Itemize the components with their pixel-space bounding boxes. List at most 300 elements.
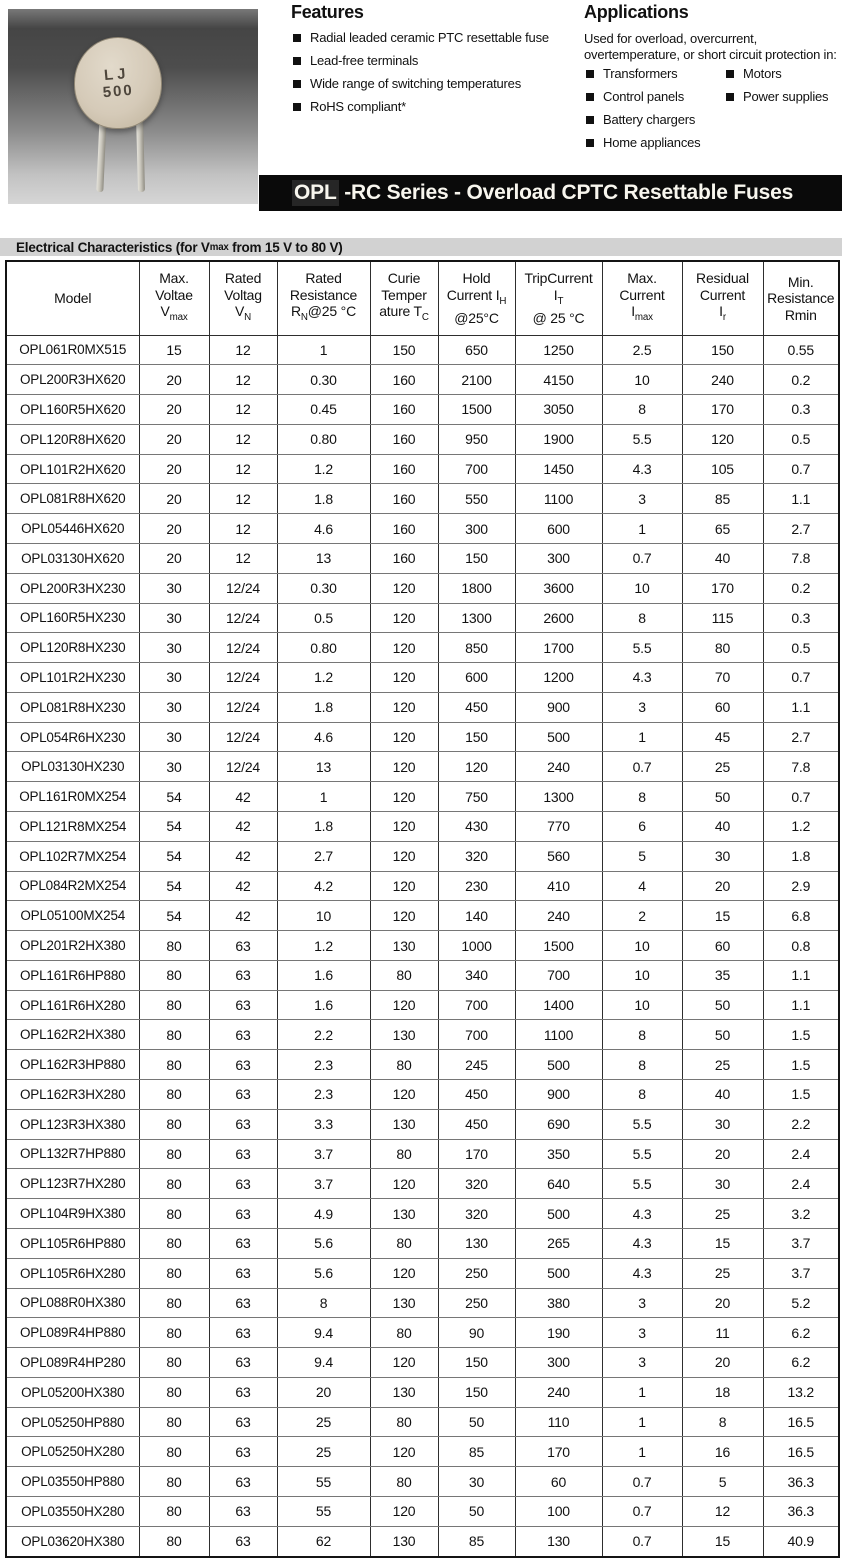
value-cell: 1400 xyxy=(515,990,602,1020)
value-cell: 120 xyxy=(370,871,438,901)
value-cell: 80 xyxy=(370,1318,438,1348)
table-row xyxy=(6,454,839,484)
bullet-text: Lead-free terminals xyxy=(310,53,419,68)
value-cell: 1300 xyxy=(515,782,602,812)
table-row xyxy=(6,692,839,722)
value-cell: 50 xyxy=(682,782,763,812)
value-cell: 0.7 xyxy=(602,752,682,782)
value-cell: 120 xyxy=(370,901,438,931)
value-cell: 0.3 xyxy=(763,395,839,425)
value-cell: 1.8 xyxy=(277,484,370,514)
value-cell: 640 xyxy=(515,1169,602,1199)
value-cell: 20 xyxy=(277,1377,370,1407)
model-cell: OPL160R5HX620 xyxy=(6,395,139,425)
value-cell: 3050 xyxy=(515,395,602,425)
value-cell: 770 xyxy=(515,812,602,842)
value-cell: 9.4 xyxy=(277,1348,370,1378)
value-cell: 0.2 xyxy=(763,365,839,395)
value-cell: 20 xyxy=(139,395,209,425)
model-cell: OPL081R8HX230 xyxy=(6,692,139,722)
value-cell: 1.2 xyxy=(763,812,839,842)
value-cell: 10 xyxy=(602,960,682,990)
value-cell: 130 xyxy=(370,1109,438,1139)
value-cell: 80 xyxy=(139,1080,209,1110)
value-cell: 130 xyxy=(370,1288,438,1318)
value-cell: 12/24 xyxy=(209,573,277,603)
value-cell: 120 xyxy=(370,1169,438,1199)
value-cell: 2.7 xyxy=(277,841,370,871)
column-header: Hold Current $I_H$ @25°C xyxy=(438,261,515,335)
model-cell: OPL05100MX254 xyxy=(6,901,139,931)
value-cell: 1.8 xyxy=(763,841,839,871)
value-cell: 80 xyxy=(139,1526,209,1557)
value-cell: 11 xyxy=(682,1318,763,1348)
bullet-item xyxy=(291,54,576,68)
value-cell: 160 xyxy=(370,454,438,484)
value-cell: 63 xyxy=(209,1050,277,1080)
value-cell: 35 xyxy=(682,960,763,990)
features-list xyxy=(291,31,576,114)
value-cell: 950 xyxy=(438,424,515,454)
section-header-bar xyxy=(0,238,842,256)
model-cell: OPL162R3HP880 xyxy=(6,1050,139,1080)
value-cell: 80 xyxy=(370,960,438,990)
table-row xyxy=(6,1526,839,1557)
value-cell: 240 xyxy=(515,1377,602,1407)
column-header: Rated Resistance $R_N@25$ °C xyxy=(277,261,370,335)
value-cell: 80 xyxy=(139,1169,209,1199)
value-cell: 4.3 xyxy=(602,1199,682,1229)
value-cell: 250 xyxy=(438,1288,515,1318)
value-cell: 150 xyxy=(438,543,515,573)
value-cell: 320 xyxy=(438,1199,515,1229)
bullet-text: Motors xyxy=(743,66,782,81)
table-row xyxy=(6,812,839,842)
value-cell: 190 xyxy=(515,1318,602,1348)
value-cell: 1.1 xyxy=(763,484,839,514)
value-cell: 80 xyxy=(139,990,209,1020)
value-cell: 1450 xyxy=(515,454,602,484)
value-cell: 63 xyxy=(209,1437,277,1467)
model-cell: OPL162R3HX280 xyxy=(6,1080,139,1110)
value-cell: 16 xyxy=(682,1437,763,1467)
value-cell: 0.7 xyxy=(602,1526,682,1557)
value-cell: 450 xyxy=(438,692,515,722)
value-cell: 8 xyxy=(682,1407,763,1437)
value-cell: 320 xyxy=(438,841,515,871)
value-cell: 25 xyxy=(682,1199,763,1229)
model-cell: OPL121R8MX254 xyxy=(6,812,139,842)
value-cell: 2.7 xyxy=(763,722,839,752)
value-cell: 62 xyxy=(277,1526,370,1557)
value-cell: 8 xyxy=(602,1020,682,1050)
model-cell: OPL160R5HX230 xyxy=(6,603,139,633)
value-cell: 0.7 xyxy=(602,1467,682,1497)
value-cell: 4150 xyxy=(515,365,602,395)
model-cell: OPL05250HX280 xyxy=(6,1437,139,1467)
value-cell: 13.2 xyxy=(763,1377,839,1407)
value-cell: 40 xyxy=(682,812,763,842)
value-cell: 5.5 xyxy=(602,633,682,663)
value-cell: 3.7 xyxy=(277,1139,370,1169)
value-cell: 500 xyxy=(515,722,602,752)
value-cell: 1.5 xyxy=(763,1080,839,1110)
value-cell: 50 xyxy=(438,1496,515,1526)
value-cell: 1900 xyxy=(515,424,602,454)
value-cell: 750 xyxy=(438,782,515,812)
table-row xyxy=(6,871,839,901)
value-cell: 65 xyxy=(682,514,763,544)
bullet-square-icon xyxy=(293,80,301,88)
table-row xyxy=(6,931,839,961)
column-header: Max. Voltae $V_{max}$ xyxy=(139,261,209,335)
value-cell: 80 xyxy=(139,1139,209,1169)
value-cell: 85 xyxy=(438,1526,515,1557)
value-cell: 20 xyxy=(139,454,209,484)
model-cell: OPL161R6HP880 xyxy=(6,960,139,990)
value-cell: 350 xyxy=(515,1139,602,1169)
value-cell: 700 xyxy=(438,1020,515,1050)
bullet-square-icon xyxy=(293,57,301,65)
value-cell: 120 xyxy=(370,782,438,812)
bullet-square-icon xyxy=(293,34,301,42)
bullet-text: RoHS compliant* xyxy=(310,99,406,114)
table-row xyxy=(6,395,839,425)
value-cell: 170 xyxy=(438,1139,515,1169)
value-cell: 160 xyxy=(370,514,438,544)
value-cell: 0.80 xyxy=(277,633,370,663)
value-cell: 0.2 xyxy=(763,573,839,603)
value-cell: 410 xyxy=(515,871,602,901)
bullet-text: Home appliances xyxy=(603,135,701,150)
value-cell: 250 xyxy=(438,1258,515,1288)
value-cell: 1800 xyxy=(438,573,515,603)
value-cell: 5.6 xyxy=(277,1228,370,1258)
value-cell: 80 xyxy=(139,1377,209,1407)
value-cell: 2.5 xyxy=(602,335,682,365)
model-cell: OPL03620HX380 xyxy=(6,1526,139,1557)
value-cell: 2.2 xyxy=(763,1109,839,1139)
table-row xyxy=(6,484,839,514)
value-cell: 80 xyxy=(370,1050,438,1080)
value-cell: 63 xyxy=(209,1467,277,1497)
model-cell: OPL03130HX620 xyxy=(6,543,139,573)
bullet-item xyxy=(584,113,724,127)
value-cell: 3 xyxy=(602,484,682,514)
value-cell: 42 xyxy=(209,782,277,812)
model-cell: OPL081R8HX620 xyxy=(6,484,139,514)
features-title: Features xyxy=(291,2,364,22)
value-cell: 3 xyxy=(602,692,682,722)
value-cell: 4.6 xyxy=(277,514,370,544)
value-cell: 300 xyxy=(438,514,515,544)
value-cell: 10 xyxy=(602,573,682,603)
value-cell: 16.5 xyxy=(763,1407,839,1437)
model-cell: OPL120R8HX620 xyxy=(6,424,139,454)
column-header: TripCurrent $I_T$ @ 25 °C xyxy=(515,261,602,335)
value-cell: 4.6 xyxy=(277,722,370,752)
value-cell: 120 xyxy=(370,812,438,842)
value-cell: 160 xyxy=(370,424,438,454)
value-cell: 0.5 xyxy=(277,603,370,633)
value-cell: 54 xyxy=(139,871,209,901)
value-cell: 25 xyxy=(277,1437,370,1467)
value-cell: 1500 xyxy=(438,395,515,425)
applications-intro xyxy=(584,31,842,63)
value-cell: 55 xyxy=(277,1496,370,1526)
bullet-item xyxy=(584,90,724,104)
value-cell: 12 xyxy=(209,484,277,514)
value-cell: 63 xyxy=(209,1258,277,1288)
value-cell: 0.5 xyxy=(763,424,839,454)
value-cell: 30 xyxy=(438,1467,515,1497)
value-cell: 120 xyxy=(682,424,763,454)
value-cell: 0.7 xyxy=(602,543,682,573)
model-cell: OPL105R6HP880 xyxy=(6,1228,139,1258)
table-row xyxy=(6,1169,839,1199)
model-cell: OPL05200HX380 xyxy=(6,1377,139,1407)
table-row xyxy=(6,1020,839,1050)
value-cell: 700 xyxy=(438,454,515,484)
value-cell: 5.5 xyxy=(602,1139,682,1169)
value-cell: 30 xyxy=(682,841,763,871)
value-cell: 2600 xyxy=(515,603,602,633)
table-row xyxy=(6,1407,839,1437)
model-cell: OPL088R0HX380 xyxy=(6,1288,139,1318)
value-cell: 120 xyxy=(370,1080,438,1110)
value-cell: 30 xyxy=(682,1169,763,1199)
value-cell: 63 xyxy=(209,1228,277,1258)
value-cell: 12/24 xyxy=(209,692,277,722)
value-cell: 12 xyxy=(682,1496,763,1526)
value-cell: 63 xyxy=(209,1080,277,1110)
value-cell: 40 xyxy=(682,543,763,573)
value-cell: 1 xyxy=(602,1407,682,1437)
value-cell: 63 xyxy=(209,1199,277,1229)
table-row xyxy=(6,901,839,931)
value-cell: 80 xyxy=(370,1407,438,1437)
value-cell: 1.5 xyxy=(763,1020,839,1050)
table-row xyxy=(6,990,839,1020)
value-cell: 1 xyxy=(277,335,370,365)
value-cell: 150 xyxy=(438,722,515,752)
value-cell: 13 xyxy=(277,543,370,573)
value-cell: 500 xyxy=(515,1258,602,1288)
value-cell: 20 xyxy=(682,1348,763,1378)
value-cell: 110 xyxy=(515,1407,602,1437)
value-cell: 80 xyxy=(139,1407,209,1437)
table-row xyxy=(6,514,839,544)
value-cell: 1700 xyxy=(515,633,602,663)
bullet-item xyxy=(291,31,576,45)
value-cell: 0.80 xyxy=(277,424,370,454)
applications-intro-line1: Used for overload, overcurrent, xyxy=(584,31,757,46)
table-row xyxy=(6,603,839,633)
bullet-item xyxy=(584,67,724,81)
value-cell: 54 xyxy=(139,782,209,812)
bullet-text: Wide range of switching temperatures xyxy=(310,76,522,91)
model-cell: OPL200R3HX230 xyxy=(6,573,139,603)
value-cell: 2100 xyxy=(438,365,515,395)
value-cell: 40.9 xyxy=(763,1526,839,1557)
value-cell: 80 xyxy=(139,960,209,990)
value-cell: 12/24 xyxy=(209,603,277,633)
column-header: Residual Current $I_r$ xyxy=(682,261,763,335)
value-cell: 2.9 xyxy=(763,871,839,901)
applications-title: Applications xyxy=(584,2,689,22)
value-cell: 380 xyxy=(515,1288,602,1318)
value-cell: 20 xyxy=(139,514,209,544)
value-cell: 1.6 xyxy=(277,960,370,990)
value-cell: 20 xyxy=(139,365,209,395)
section-header-post: from 15 V to 80 V) xyxy=(228,239,343,255)
value-cell: 1.2 xyxy=(277,931,370,961)
model-cell: OPL084R2MX254 xyxy=(6,871,139,901)
value-cell: 10 xyxy=(277,901,370,931)
value-cell: 120 xyxy=(370,1258,438,1288)
table-head xyxy=(6,261,839,335)
value-cell: 63 xyxy=(209,1377,277,1407)
value-cell: 80 xyxy=(139,1020,209,1050)
value-cell: 240 xyxy=(515,752,602,782)
value-cell: 20 xyxy=(139,424,209,454)
value-cell: 0.8 xyxy=(763,931,839,961)
value-cell: 80 xyxy=(139,1288,209,1318)
model-cell: OPL05250HP880 xyxy=(6,1407,139,1437)
section-header-pre: Electrical Characteristics (for V xyxy=(16,239,210,255)
value-cell: 1300 xyxy=(438,603,515,633)
value-cell: 130 xyxy=(370,931,438,961)
value-cell: 8 xyxy=(602,1050,682,1080)
applications-columns xyxy=(584,67,842,159)
value-cell: 1.1 xyxy=(763,692,839,722)
value-cell: 850 xyxy=(438,633,515,663)
series-banner xyxy=(259,175,842,211)
value-cell: 80 xyxy=(139,931,209,961)
value-cell: 560 xyxy=(515,841,602,871)
value-cell: 120 xyxy=(438,752,515,782)
value-cell: 1250 xyxy=(515,335,602,365)
value-cell: 20 xyxy=(682,1288,763,1318)
value-cell: 450 xyxy=(438,1109,515,1139)
value-cell: 5.5 xyxy=(602,424,682,454)
value-cell: 63 xyxy=(209,990,277,1020)
value-cell: 50 xyxy=(438,1407,515,1437)
value-cell: 0.7 xyxy=(763,454,839,484)
value-cell: 63 xyxy=(209,1109,277,1139)
value-cell: 4.3 xyxy=(602,1228,682,1258)
model-cell: OPL089R4HP880 xyxy=(6,1318,139,1348)
value-cell: 30 xyxy=(139,722,209,752)
value-cell: 900 xyxy=(515,1080,602,1110)
value-cell: 15 xyxy=(682,1228,763,1258)
value-cell: 600 xyxy=(438,663,515,693)
value-cell: 0.45 xyxy=(277,395,370,425)
value-cell: 120 xyxy=(370,692,438,722)
value-cell: 690 xyxy=(515,1109,602,1139)
value-cell: 160 xyxy=(370,365,438,395)
table-row xyxy=(6,424,839,454)
value-cell: 1100 xyxy=(515,1020,602,1050)
table-body xyxy=(6,335,839,1557)
value-cell: 340 xyxy=(438,960,515,990)
value-cell: 12 xyxy=(209,335,277,365)
value-cell: 30 xyxy=(139,663,209,693)
bullet-text: Control panels xyxy=(603,89,685,104)
value-cell: 4.3 xyxy=(602,1258,682,1288)
value-cell: 4.2 xyxy=(277,871,370,901)
value-cell: 5.6 xyxy=(277,1258,370,1288)
value-cell: 7.8 xyxy=(763,543,839,573)
value-cell: 3.3 xyxy=(277,1109,370,1139)
value-cell: 30 xyxy=(139,573,209,603)
value-cell: 12 xyxy=(209,543,277,573)
table-row xyxy=(6,1109,839,1139)
features-section xyxy=(291,2,576,123)
value-cell: 1.8 xyxy=(277,812,370,842)
value-cell: 130 xyxy=(515,1526,602,1557)
value-cell: 12 xyxy=(209,514,277,544)
table-row xyxy=(6,573,839,603)
table-row xyxy=(6,543,839,573)
value-cell: 63 xyxy=(209,1496,277,1526)
value-cell: 12/24 xyxy=(209,663,277,693)
value-cell: 450 xyxy=(438,1080,515,1110)
value-cell: 30 xyxy=(139,603,209,633)
series-banner-highlight: OPL xyxy=(294,181,337,204)
value-cell: 3600 xyxy=(515,573,602,603)
ptc-disc xyxy=(74,37,162,129)
value-cell: 700 xyxy=(515,960,602,990)
value-cell: 50 xyxy=(682,1020,763,1050)
value-cell: 100 xyxy=(515,1496,602,1526)
value-cell: 700 xyxy=(438,990,515,1020)
value-cell: 2.3 xyxy=(277,1080,370,1110)
value-cell: 600 xyxy=(515,514,602,544)
applications-list-col1 xyxy=(584,67,724,159)
value-cell: 8 xyxy=(602,603,682,633)
value-cell: 54 xyxy=(139,841,209,871)
value-cell: 80 xyxy=(370,1139,438,1169)
value-cell: 50 xyxy=(682,990,763,1020)
value-cell: 1.8 xyxy=(277,692,370,722)
value-cell: 1500 xyxy=(515,931,602,961)
value-cell: 8 xyxy=(602,782,682,812)
value-cell: 0.3 xyxy=(763,603,839,633)
electrical-characteristics-table xyxy=(5,260,840,1558)
value-cell: 10 xyxy=(602,931,682,961)
value-cell: 0.30 xyxy=(277,573,370,603)
lead-wire-right xyxy=(136,114,145,192)
value-cell: 0.5 xyxy=(763,633,839,663)
value-cell: 5 xyxy=(682,1467,763,1497)
value-cell: 80 xyxy=(139,1496,209,1526)
value-cell: 2.4 xyxy=(763,1139,839,1169)
value-cell: 115 xyxy=(682,603,763,633)
value-cell: 63 xyxy=(209,1407,277,1437)
bullet-item xyxy=(291,100,576,114)
value-cell: 130 xyxy=(370,1526,438,1557)
table-row xyxy=(6,752,839,782)
value-cell: 5.5 xyxy=(602,1169,682,1199)
model-cell: OPL105R6HX280 xyxy=(6,1258,139,1288)
value-cell: 60 xyxy=(682,692,763,722)
value-cell: 120 xyxy=(370,1437,438,1467)
series-banner-text: -RC Series - Overload CPTC Resettable Fuses xyxy=(338,181,794,204)
bullet-square-icon xyxy=(586,116,594,124)
value-cell: 4.3 xyxy=(602,454,682,484)
value-cell: 13 xyxy=(277,752,370,782)
